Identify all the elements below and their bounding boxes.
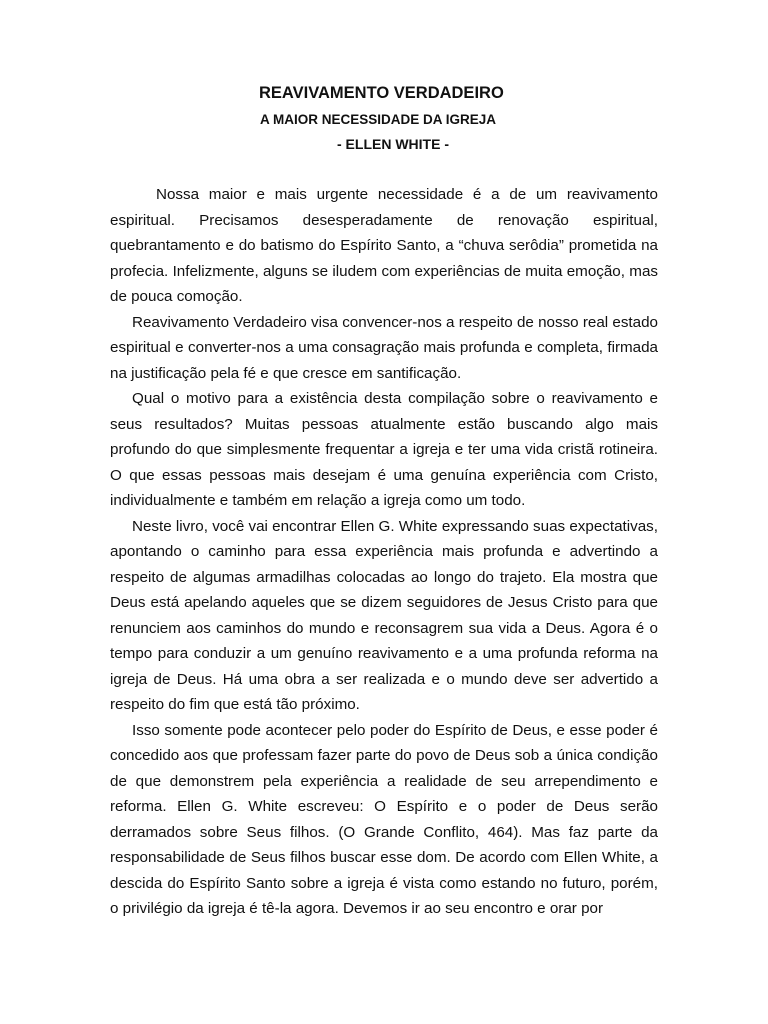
paragraph-1: Nossa maior e mais urgente necessidade é a de um reavivamento espiritual. Precisamos desesperadamente de renovação espiritual, quebrantamento e do batismo do Espírito Santo, a “chuva serôdia” prometida na profecia. Infelizmente, alguns se iludem com experiências de muita emoção, mas de pouca comoção. — [110, 186, 658, 305]
document-body — [110, 182, 658, 922]
author-line: - ELLEN WHITE - — [337, 136, 449, 152]
paragraph-2: Reavivamento Verdadeiro visa convencer-nos a respeito de nosso real estado espiritual e converter-nos a uma consagração mais profunda e completa, firmada na justificação pela fé e que cresce em santificação. — [110, 313, 658, 382]
paragraph-3: Qual o motivo para a existência desta compilação sobre o reavivamento e seus resultados? Muitas pessoas atualmente estão buscando algo mais profundo do que simplesmente frequentar a igreja e ter uma vida cristã rotineira. O que essas pessoas mais desejam é uma genuína experiência com Cristo, individualmente e também em relação a igreja como um todo. — [110, 390, 658, 509]
page-subtitle: A MAIOR NECESSIDADE DA IGREJA — [260, 112, 497, 127]
page-title: REAVIVAMENTO VERDADEIRO — [259, 84, 504, 102]
paragraph-5: Isso somente pode acontecer pelo poder do Espírito de Deus, e esse poder é concedido aos que professam fazer parte do povo de Deus sob a única condição de que demonstrem pela experiência a realidade de seu arrependimento e reforma. Ellen G. White escreveu: O Espírito e o poder de Deus serão derramados sobre Seus filhos. (O Grande Conflito, 464). Mas faz parte da responsabilidade de Seus filhos buscar esse dom. De acordo com Ellen White, a descida do Espírito Santo sobre a igreja é vista como estando no futuro, porém, o privilégio da igreja é tê-la agora. Devemos ir ao seu encontro e orar por — [110, 721, 658, 917]
paragraph-4: Neste livro, você vai encontrar Ellen G. White expressando suas expectativas, apontando o caminho para essa experiência mais profunda e advertindo a respeito de algumas armadilhas colocadas ao longo do trajeto. Ela mostra que Deus está apelando aqueles que se dizem seguidores de Jesus Cristo para que renunciem aos caminhos do mundo e reconsagrem sua vida a Deus. Agora é o tempo para conduzir a um genuíno reavivamento e a uma profunda reforma na igreja de Deus. Há uma obra a ser realizada e o mundo deve ser advertido a respeito do fim que está tão próximo. — [110, 517, 658, 713]
